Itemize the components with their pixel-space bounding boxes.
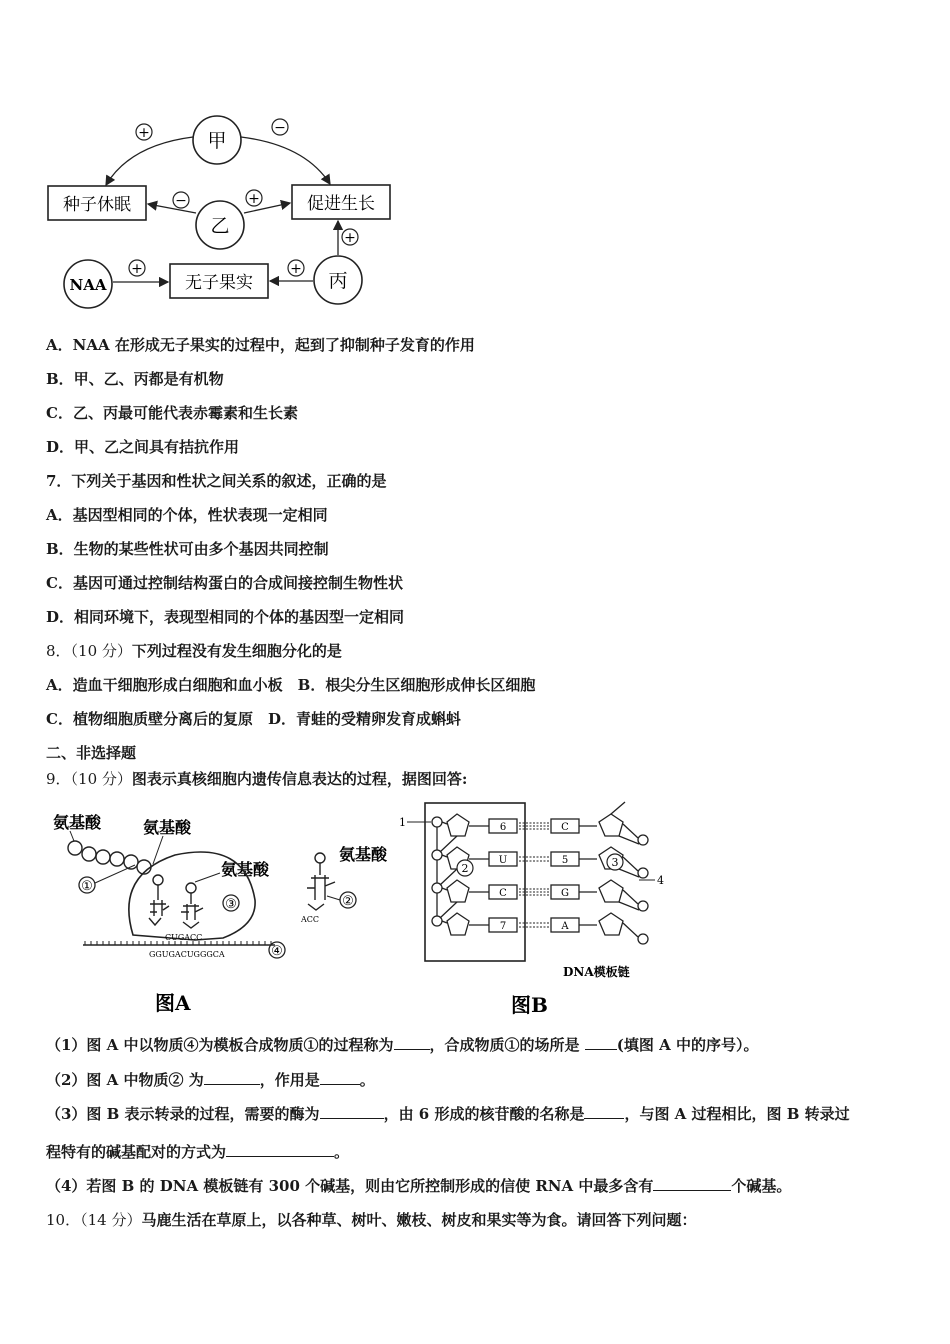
seedless-label: 无子果实 (185, 273, 253, 293)
trna-inside-1 (149, 875, 169, 925)
q8-option-ab: A．造血干细胞形成白细胞和血小板 B．根尖分生区细胞形成伸长区细胞 (46, 676, 536, 694)
sign-plus-naa-seedless (129, 260, 145, 277)
q8-stem-line (46, 641, 342, 661)
sign-plus-bing-seedless (288, 260, 304, 277)
q7-option-d: D．相同环境下，表现型相同的个体的基因型一定相同 (46, 608, 405, 626)
sign-plus-bing-growth (342, 229, 358, 246)
figure-b-transcription (395, 800, 685, 1025)
polypeptide-chain (68, 841, 151, 874)
mrna-sequence: GGUGACUGGGCA (149, 950, 225, 959)
fig-a-number-4: ④ (271, 944, 283, 959)
q9-p1-text-c: (填图 A 中的序号）。 (616, 1036, 759, 1054)
q10-number: 10．（14 分） (46, 1211, 142, 1229)
q7-option-c: C．基因可通过控制结构蛋白的合成间接控制生物性状 (46, 574, 403, 592)
q9-part-4 (46, 1176, 791, 1196)
left-base-2: U (498, 855, 508, 866)
naa-label: NAA (69, 276, 107, 294)
fig-b-label-1: 1 (399, 816, 406, 829)
svg-text:+: + (344, 230, 356, 246)
q9-p1-blank-1[interactable] (394, 1035, 430, 1050)
bing-label: 丙 (328, 270, 348, 292)
arrow-jia-dormancy (106, 137, 193, 185)
svg-text:−: − (175, 193, 187, 209)
left-base-1: 6 (499, 822, 507, 833)
svg-text:+: + (290, 261, 302, 277)
q9-p4-text-a: （4）若图 B 的 DNA 模板链有 300 个碱基，则由它所控制形成的信使 RNA 中最多含有 (46, 1177, 654, 1195)
left-base-3: C (499, 888, 507, 899)
left-base-4: 7 (499, 921, 507, 932)
codon-pair: CUGACC (165, 933, 203, 942)
yi-label: 乙 (210, 215, 230, 237)
q9-stem-line (46, 769, 467, 789)
fig-b-number-2: 2 (461, 862, 469, 875)
fig-a-aa-label-1: 氨基酸 (53, 813, 102, 832)
q9-number: 9．（10 分） (46, 770, 132, 788)
q9-p3-text-e: 。 (334, 1143, 350, 1161)
q9-part-3-cont (46, 1142, 349, 1162)
q9-p2-text-c: 。 (359, 1071, 375, 1089)
sign-minus-yi-dormancy (173, 192, 189, 209)
q7-option-a: A．基因型相同的个体，性状表现一定相同 (46, 506, 328, 524)
trna-free (307, 853, 335, 910)
q6-option-c: C．乙、丙最可能代表赤霉素和生长素 (46, 404, 298, 422)
section-heading: 二、非选择题 (46, 744, 137, 762)
q9-p2-text-a: （2）图 A 中物质② 为 (46, 1071, 204, 1089)
right-base-1: C (561, 822, 569, 833)
fig-a-aa-label-4: 氨基酸 (339, 845, 388, 864)
svg-text:−: − (274, 120, 286, 136)
fig-a-number-1: ① (81, 879, 93, 894)
hydrogen-bonds (519, 823, 550, 927)
q10-stem-line (46, 1210, 696, 1230)
q9-p1-blank-2[interactable] (585, 1035, 617, 1050)
q9-p3-text-d: 程特有的碱基配对的方式为 (46, 1143, 227, 1161)
q9-p2-blank-2[interactable] (320, 1070, 360, 1085)
jia-label: 甲 (207, 130, 227, 152)
acc-label: ACC (301, 915, 320, 924)
template-strand-label: DNA模板链 (563, 965, 630, 979)
q8-option-cd: C．植物细胞质壁分离后的复原 D．青蛙的受精卵发育成蝌蚪 (46, 710, 461, 728)
fig-b-caption: 图B (511, 993, 548, 1017)
arrow-jia-growth (241, 137, 330, 184)
arrow-yi-dormancy (148, 204, 196, 213)
pointer-n2 (327, 896, 340, 900)
sign-minus-jia-growth (272, 119, 288, 136)
svg-text:+: + (248, 191, 260, 207)
q9-p3-blank-1[interactable] (320, 1104, 384, 1119)
q7-stem: 7．下列关于基因和性状之间关系的叙述，正确的是 (46, 472, 387, 490)
hormone-diagram (40, 105, 440, 320)
pointer-n1 (95, 865, 135, 883)
q8-number: 8．（10 分） (46, 642, 132, 660)
right-base-4: A (561, 921, 569, 932)
q9-part-1 (46, 1035, 758, 1055)
q9-stem: 图表示真核细胞内遗传信息表达的过程，据图回答: (131, 770, 468, 788)
q9-p2-blank-1[interactable] (204, 1070, 260, 1085)
svg-text:+: + (138, 125, 150, 141)
q9-part-2 (46, 1070, 375, 1090)
q9-p3-text-a: （3）图 B 表示转录的过程，需要的酶为 (46, 1105, 320, 1123)
q9-p4-text-b: 个碱基。 (731, 1177, 792, 1195)
right-base-3: G (561, 888, 569, 899)
q9-p3-text-c: ，与图 A 过程相比，图 B 转录过 (624, 1105, 850, 1123)
q10-stem: 马鹿生活在草原上，以各种草、树叶、嫩枝、树皮和果实等为食。请回答下列问题： (141, 1211, 697, 1229)
figure-a-translation (45, 800, 390, 1025)
sign-plus-jia-dormancy (136, 124, 152, 141)
q6-option-d: D．甲、乙之间具有拮抗作用 (46, 438, 240, 456)
q9-p4-blank-1[interactable] (653, 1176, 731, 1191)
svg-text:+: + (131, 261, 143, 277)
fig-b-number-3: 3 (611, 856, 619, 869)
q8-stem: 下列过程没有发生细胞分化的是 (131, 642, 342, 660)
q9-p3-text-b: ，由 6 形成的核苷酸的名称是 (383, 1105, 585, 1123)
q6-option-a: A．NAA 在形成无子果实的过程中，起到了抑制种子发育的作用 (46, 336, 475, 354)
q7-option-b: B．生物的某些性状可由多个基因共同控制 (46, 540, 329, 558)
fig-a-aa-label-2: 氨基酸 (143, 818, 192, 837)
dormancy-label: 种子休眠 (63, 195, 131, 215)
q9-p1-text-a: （1）图 A 中以物质④为模板合成物质①的过程称为 (46, 1036, 394, 1054)
q9-p3-blank-3[interactable] (226, 1142, 334, 1157)
q9-p1-text-b: ，合成物质①的场所是 (429, 1036, 585, 1054)
fig-b-label-4: 4 (657, 874, 664, 887)
fig-a-number-2: ② (342, 894, 354, 909)
growth-label: 促进生长 (307, 194, 375, 214)
q9-part-3 (46, 1104, 850, 1124)
q9-p3-blank-2[interactable] (584, 1104, 624, 1119)
right-base-2: 5 (561, 855, 569, 866)
pointer-aa1 (70, 831, 74, 841)
fig-a-caption: 图A (155, 991, 191, 1015)
q9-p2-text-b: ，作用是 (259, 1071, 320, 1089)
fig-a-number-3: ③ (225, 897, 237, 912)
trna-inside-2 (181, 883, 203, 928)
q6-option-b: B．甲、乙、丙都是有机物 (46, 370, 224, 388)
fig-a-aa-label-3: 氨基酸 (221, 860, 270, 879)
sign-plus-yi-growth (246, 190, 262, 207)
pointer-aa3 (195, 873, 220, 882)
